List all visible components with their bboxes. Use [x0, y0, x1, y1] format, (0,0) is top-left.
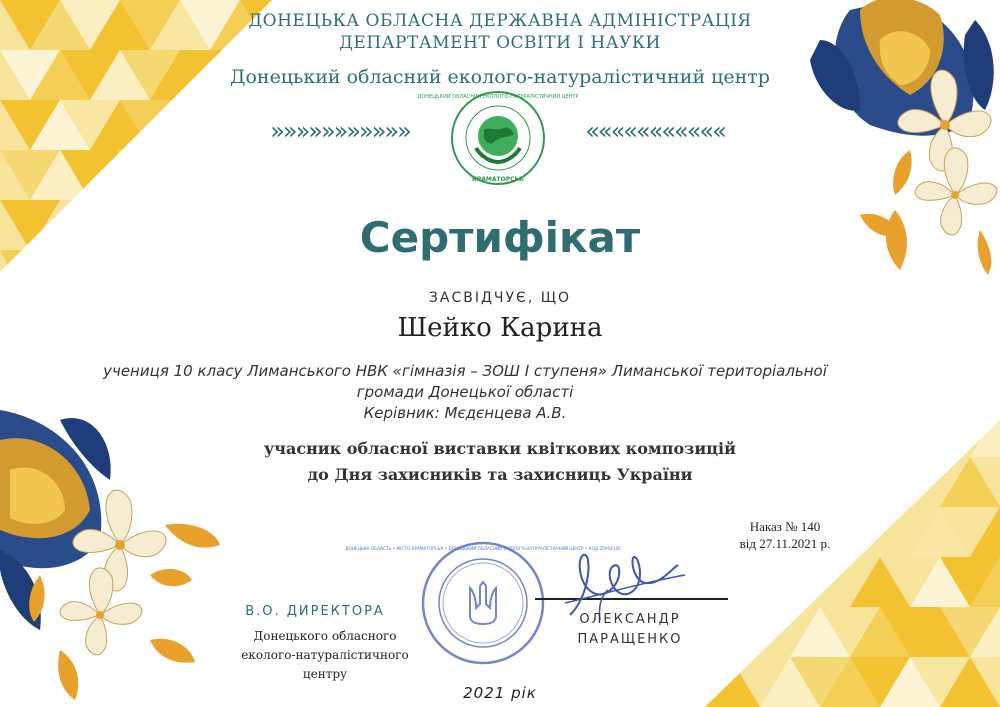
- orange-leaf-icon: [893, 150, 911, 195]
- department-heading: ДЕПАРТАМЕНТ ОСВІТИ І НАУКИ: [339, 33, 661, 53]
- organization-line: центру: [302, 667, 348, 681]
- certificate-year: 2021 рік: [463, 684, 537, 702]
- order-date: від 27.11.2021 р.: [739, 536, 831, 551]
- supervisor-line: Керівник: Мєдєнцева А.В.: [363, 404, 567, 422]
- certificate-title: Сертифікат: [359, 213, 641, 262]
- cream-lily-flower-icon: [60, 568, 142, 655]
- orange-leaf-icon: [165, 524, 220, 548]
- recipient-description: [60, 361, 870, 424]
- description-line: учениця 10 класу Лиманського НВК «гімназія – ЗОШ І ступеня» Лиманської територіальної: [103, 362, 827, 380]
- order-reference: [720, 518, 850, 552]
- administration-heading: ДОНЕЦЬКА ОБЛАСНА ДЕРЖАВНА АДМІНІСТРАЦІЯ: [248, 11, 752, 31]
- stamp-ring-text: ДОНЕЦЬКА ОБЛАСТЬ • МІСТО КРАМАТОРСЬК • ДОНЕЦЬКИЙ ОБЛАСНИЙ ЕКОЛОГО-НАТУРАЛІСТИЧНИЙ ЦЕНТР • КОД 25954145: [345, 546, 621, 551]
- orange-leaf-icon: [886, 210, 907, 270]
- recipient-name: Шейко Карина: [397, 313, 603, 343]
- participation-line: до Дня захисників та захисниць України: [307, 465, 693, 484]
- participation-text: [150, 436, 850, 488]
- organization-line: еколого-натуралістичного: [241, 648, 409, 662]
- signatory-name: [560, 610, 700, 650]
- left-arrow-ornament: »»»»»»»»»»»: [270, 117, 410, 145]
- eco-center-logo: [417, 88, 579, 188]
- trident-icon: [470, 582, 496, 624]
- certifies-label: ЗАСВІДЧУЄ, ЩО: [428, 290, 572, 306]
- signatory-last-name: ПАРАЩЕНКО: [577, 632, 683, 647]
- orange-leaf-icon: [150, 639, 195, 663]
- organization-line: Донецького обласного: [253, 629, 397, 643]
- director-organization: [225, 627, 425, 684]
- orange-leaf-icon: [150, 569, 192, 586]
- signatory-first-name: ОЛЕКСАНДР: [579, 612, 681, 627]
- top-right-flower-decoration: [800, 0, 1000, 280]
- official-stamp: [345, 538, 621, 668]
- director-title: В.О. ДИРЕКТОРА: [245, 604, 385, 619]
- right-arrow-ornament: «««««««««««: [585, 117, 725, 145]
- order-number: Наказ № 140: [749, 519, 821, 534]
- logo-ring-text: ДОНЕЦЬКИЙ ОБЛАСНИЙ ЕКОЛОГО-НАТУРАЛІСТИЧНИЙ ЦЕНТР: [417, 94, 579, 100]
- logo-city-text: КРАМАТОРСЬК: [471, 176, 525, 183]
- orange-leaf-icon: [58, 650, 78, 700]
- description-line: громади Донецької області: [356, 383, 574, 401]
- participation-line: учасник обласної виставки квіткових композицій: [264, 439, 736, 458]
- orange-leaf-icon: [978, 230, 992, 275]
- cream-lily-flower-icon: [915, 148, 997, 235]
- center-name: Донецький обласний еколого-натуралістичний центр: [230, 66, 770, 88]
